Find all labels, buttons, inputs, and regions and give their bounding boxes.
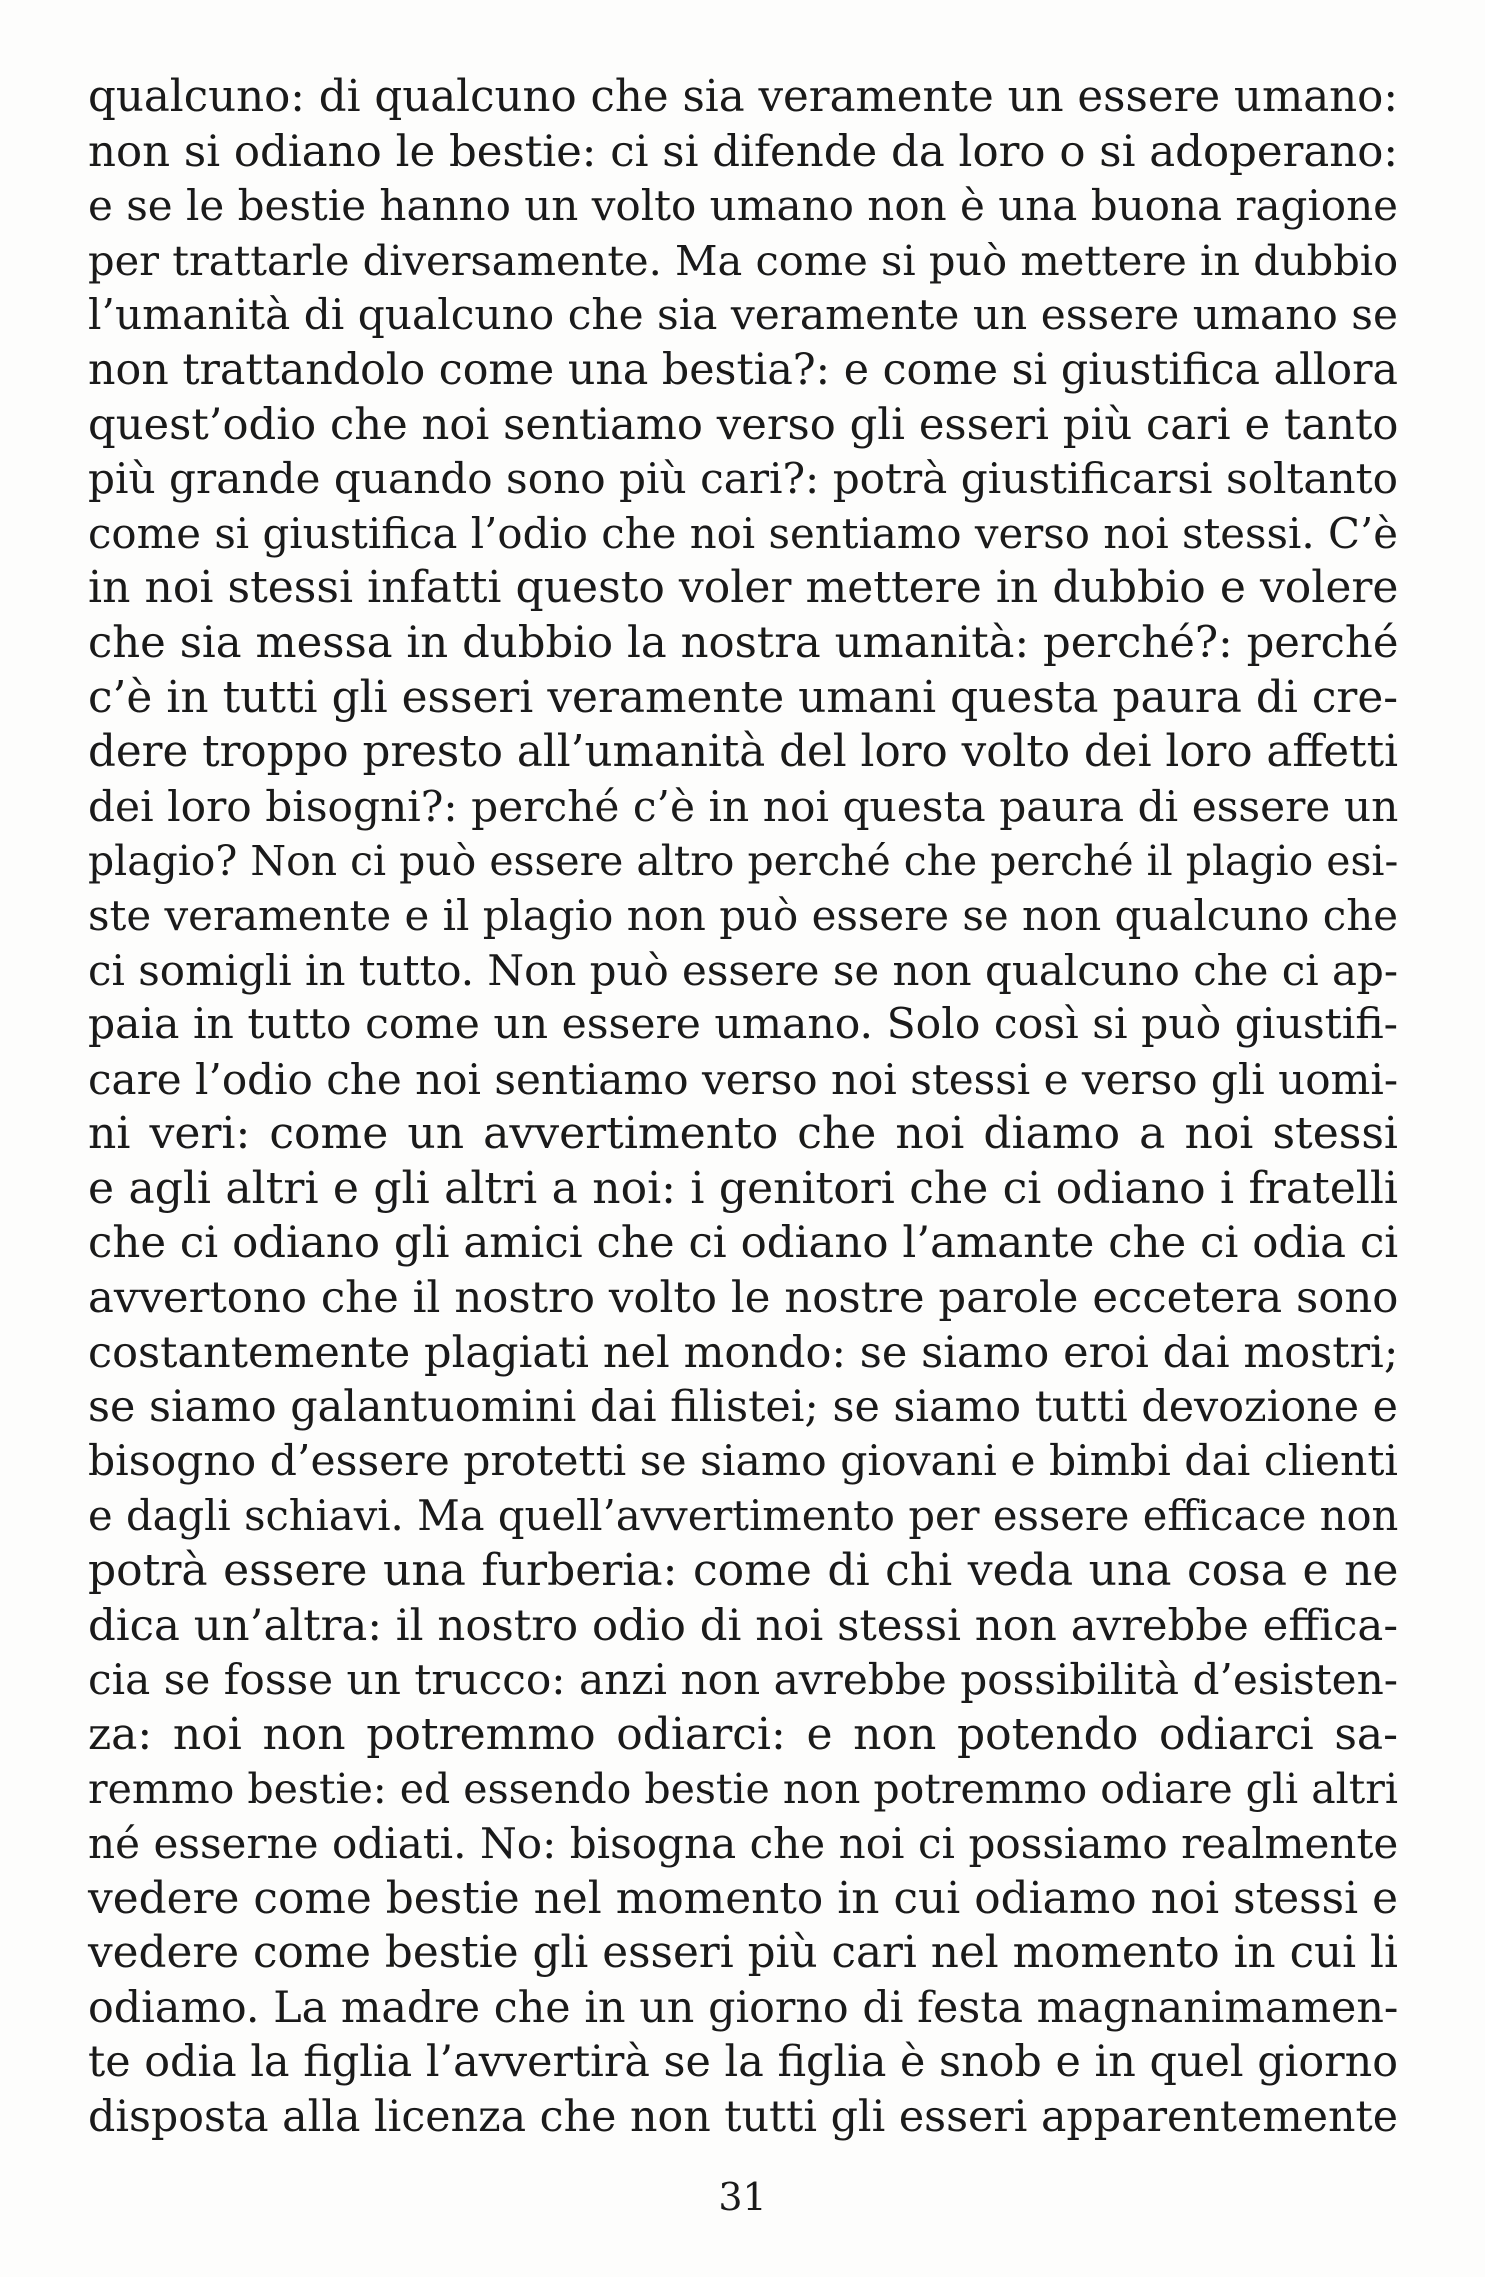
- text-line: non trattandolo come una bestia?: e come si giustifica allora: [88, 344, 1398, 395]
- text-line: ni veri: come un avvertimento che noi diamo a noi stessi: [88, 1108, 1398, 1160]
- text-line: vedere come bestie nel momento in cui odiamo noi stessi e: [88, 1872, 1399, 1924]
- text-line: come si giustifica l’odio che noi sentiamo verso noi stessi. C’è: [88, 508, 1398, 558]
- text-line: né esserne odiati. No: bisogna che noi ci possiamo realmente: [88, 1819, 1399, 1868]
- text-line: in noi stessi infatti questo voler mettere in dubbio e volere: [88, 562, 1399, 614]
- page-number: 31: [718, 2175, 767, 2219]
- text-line: ci somigli in tutto. Non può essere se non qualcuno che ci ap-: [88, 945, 1398, 995]
- text-line: disposta alla licenza che non tutti gli esseri apparentemente: [88, 2091, 1398, 2142]
- text-line: e se le bestie hanno un volto umano non è una buona ragione: [88, 181, 1398, 231]
- text-line: l’umanità di qualcuno che sia veramente un essere umano se: [88, 290, 1398, 340]
- text-line: care l’odio che noi sentiamo verso noi stessi e verso gli uomi-: [88, 1054, 1399, 1104]
- text-line: più grande quando sono più cari?: potrà giustificarsi soltanto: [88, 454, 1398, 504]
- text-line: dei loro bisogni?: perché c’è in noi questa paura di essere un: [88, 781, 1399, 831]
- text-line: che sia messa in dubbio la nostra umanità: perché?: perché: [88, 617, 1399, 668]
- text-line: quest’odio che noi sentiamo verso gli esseri più cari e tanto: [88, 399, 1399, 450]
- text-line: vedere come bestie gli esseri più cari nel momento in cui li: [88, 1927, 1398, 1979]
- text-line: te odia la figlia l’avvertirà se la figlia è snob e in quel giorno: [88, 2037, 1398, 2088]
- text-line: per trattarle diversamente. Ma come si può mettere in dubbio: [88, 235, 1399, 285]
- text-line: qualcuno: di qualcuno che sia veramente un essere umano:: [88, 72, 1398, 122]
- text-line: dica un’altra: il nostro odio di noi stessi non avrebbe effica-: [88, 1600, 1398, 1651]
- text-line: e dagli schiavi. Ma quell’avvertimento per essere efficace non: [88, 1491, 1399, 1541]
- text-line: c’è in tutti gli esseri veramente umani questa paura di cre-: [88, 671, 1399, 723]
- text-line: cia se fosse un trucco: anzi non avrebbe possibilità d’esisten-: [88, 1655, 1398, 1705]
- text-line: se siamo galantuomini dai filistei; se siamo tutti devozione e: [88, 1382, 1399, 1433]
- text-line: non si odiano le bestie: ci si difende da loro o si adoperano:: [88, 126, 1398, 177]
- text-line: e agli altri e gli altri a noi: i genitori che ci odiano i fratelli: [88, 1162, 1398, 1214]
- body-text: [88, 70, 1398, 2145]
- text-line: ste veramente e il plagio non può essere se non qualcuno che: [88, 890, 1398, 940]
- text-line: dere troppo presto all’umanità del loro volto dei loro affetti: [88, 727, 1398, 778]
- text-line: potrà essere una furberia: come di chi veda una cosa e ne: [88, 1545, 1399, 1597]
- text-line: remmo bestie: ed essendo bestie non potremmo odiare gli altri: [88, 1765, 1398, 1814]
- text-line: bisogno d’essere protetti se siamo giovani e bimbi dai clienti: [88, 1436, 1398, 1486]
- text-line: costantemente plagiati nel mondo: se siamo eroi dai mostri;: [88, 1327, 1399, 1378]
- text-line: odiamo. La madre che in un giorno di festa magnanimamen-: [88, 1982, 1399, 2033]
- text-line: za: noi non potremmo odiarci: e non potendo odiarci sa-: [88, 1708, 1399, 1760]
- text-line: plagio? Non ci può essere altro perché che perché il plagio esi-: [88, 837, 1399, 886]
- text-line: avvertono che il nostro volto le nostre parole eccetera sono: [88, 1273, 1399, 1324]
- text-line: paia in tutto come un essere umano. Solo così si può giustifi-: [88, 1000, 1398, 1050]
- text-line: che ci odiano gli amici che ci odiano l’amante che ci odia ci: [88, 1218, 1399, 1269]
